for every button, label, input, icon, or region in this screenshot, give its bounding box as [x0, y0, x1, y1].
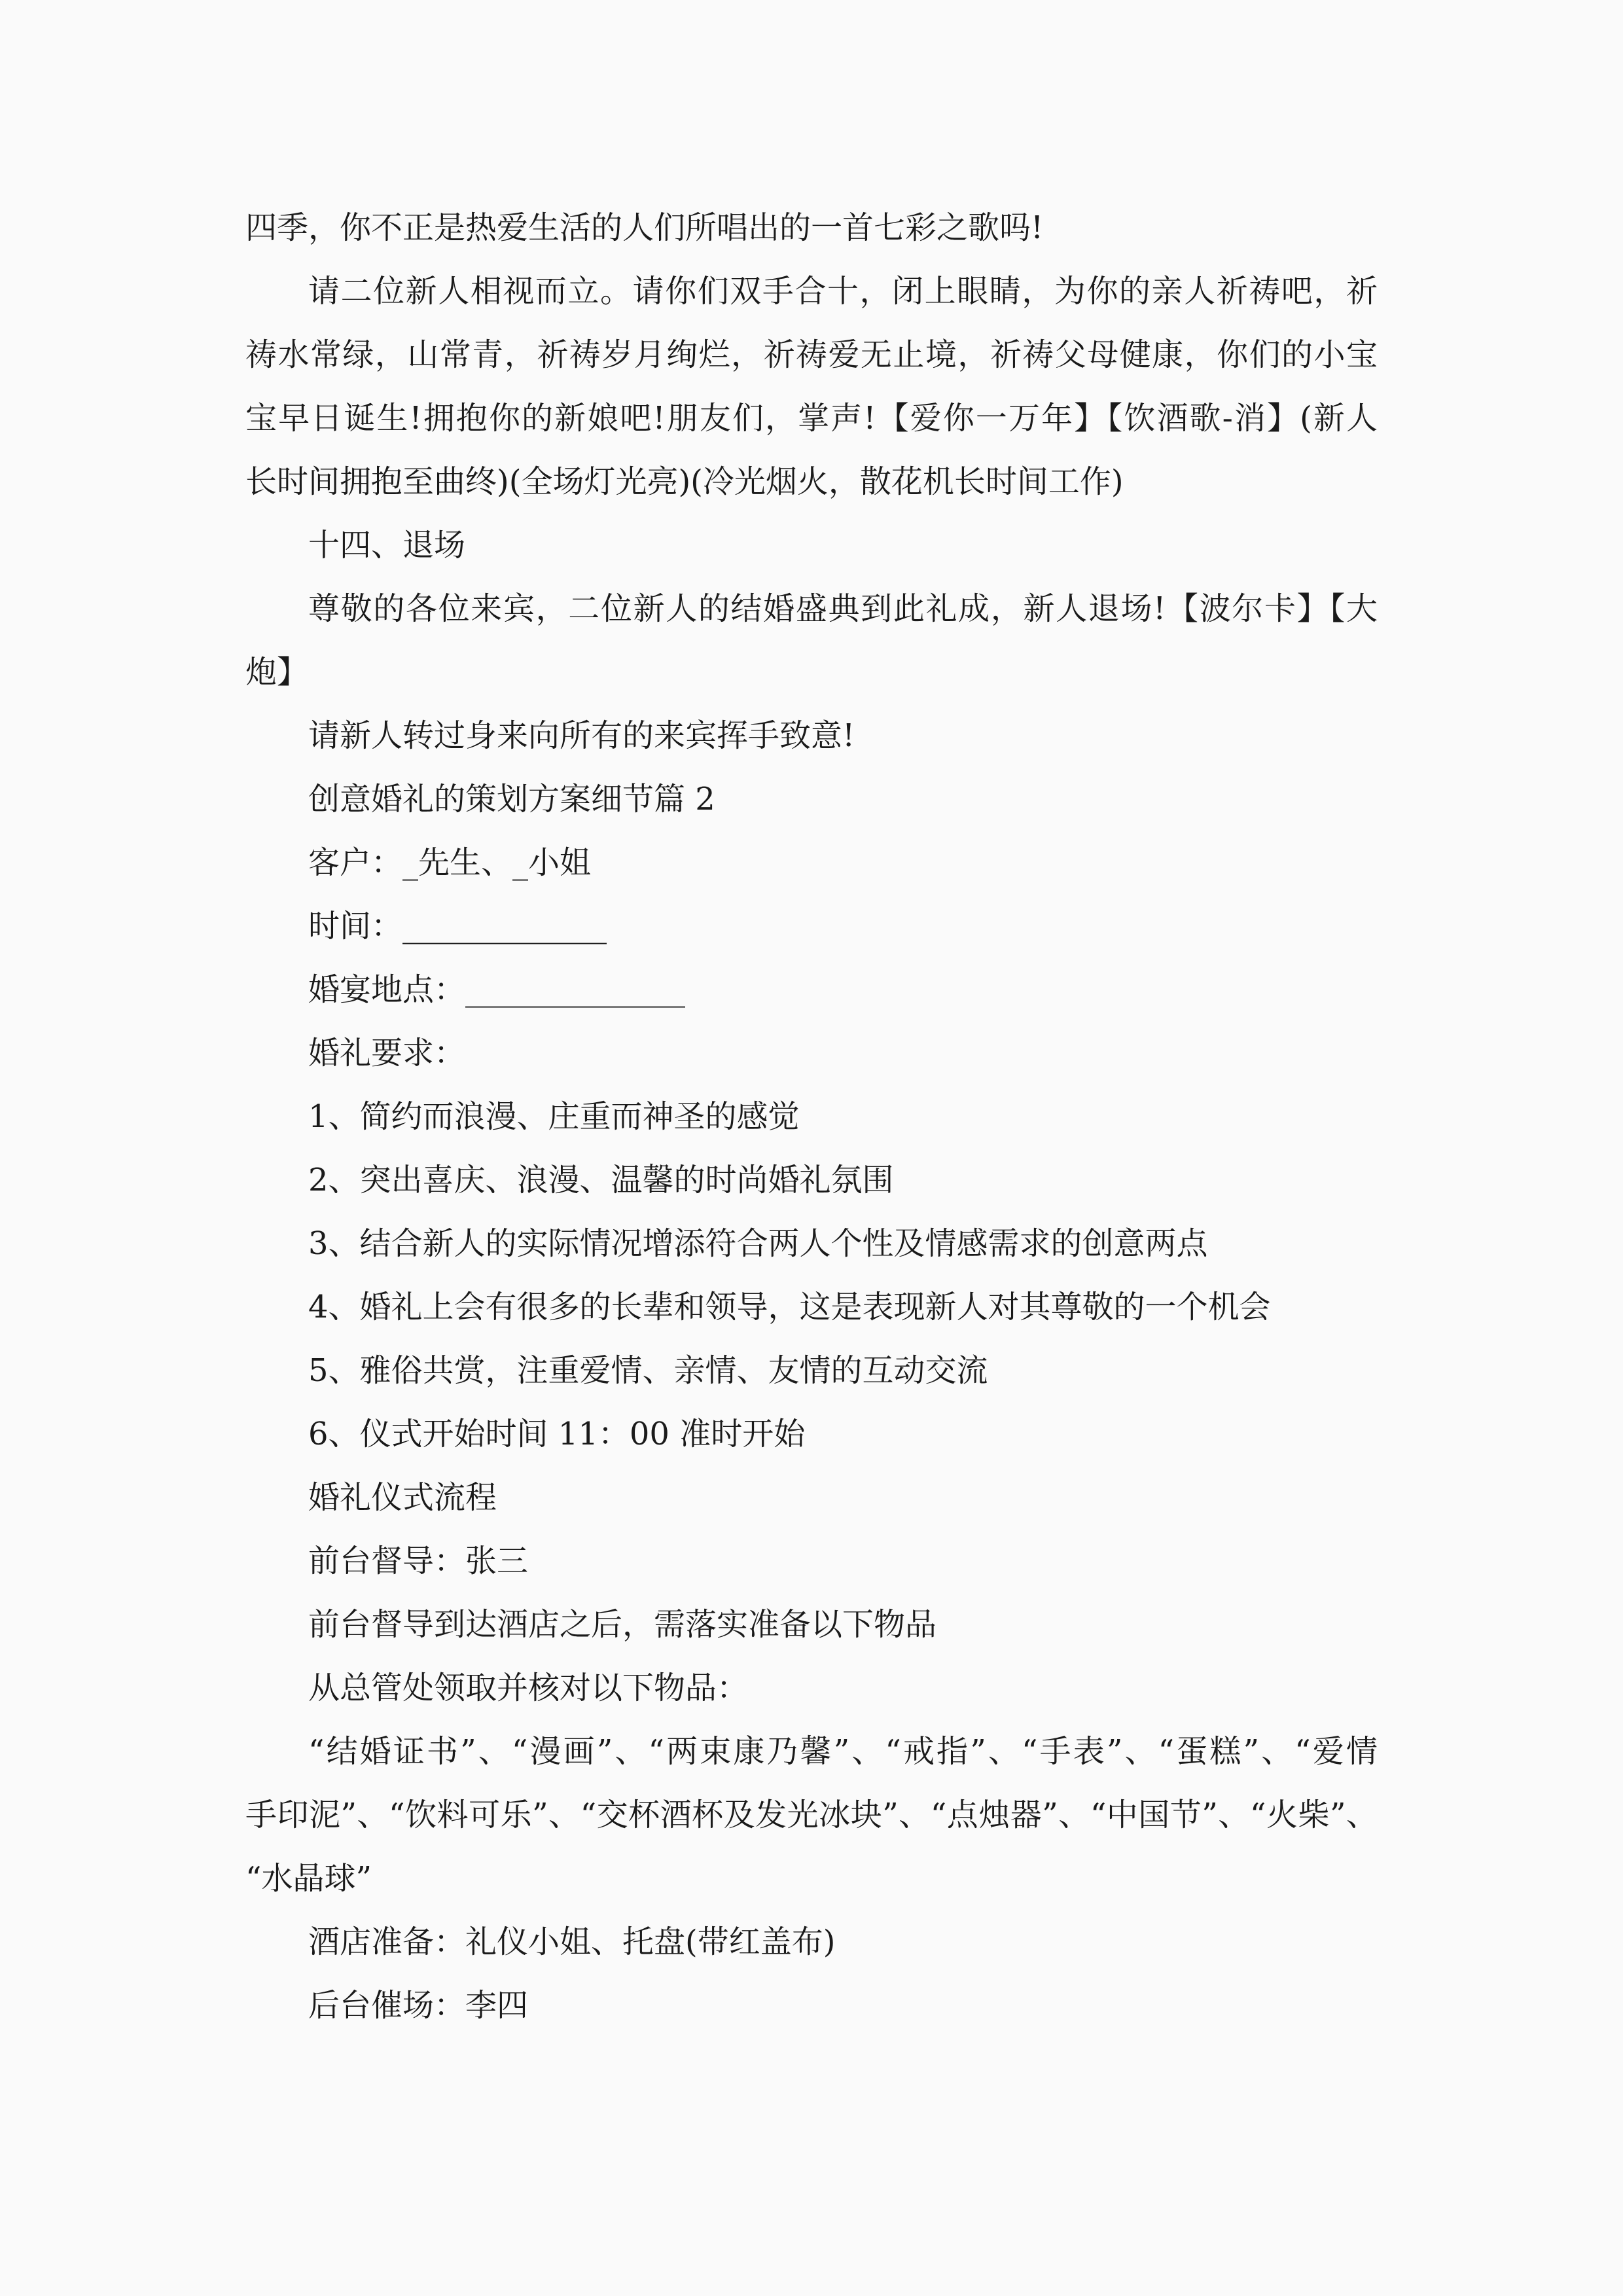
text-line: 宝早日诞生!拥抱你的新娘吧!朋友们，掌声!【爱你一万年】【饮酒歌-消】(新人 — [245, 400, 1378, 437]
text-line: 婚礼要求： — [308, 1035, 466, 1071]
text-line: 5、雅俗共赏，注重爱情、亲情、友情的互动交流 — [308, 1352, 988, 1389]
text-line: 炮】 — [245, 654, 309, 691]
text-line: 6、仪式开始时间 11：00 准时开始 — [308, 1416, 806, 1452]
text-line: 4、婚礼上会有很多的长辈和领导，这是表现新人对其尊敬的一个机会 — [308, 1289, 1271, 1325]
text-line: 长时间拥抱至曲终)(全场灯光亮)(冷光烟火，散花机长时间工作) — [245, 463, 1124, 500]
text-line: 酒店准备：礼仪小姐、托盘(带红盖布) — [308, 1924, 836, 1960]
text-line: 时间：_____________ — [308, 908, 607, 944]
text-line: 请新人转过身来向所有的来宾挥手致意! — [308, 717, 855, 754]
text-line: “结婚证书”、“漫画”、“两束康乃馨”、“戒指”、“手表”、“蛋糕”、“爱情 — [308, 1733, 1378, 1770]
text-line: 3、结合新人的实际情况增添符合两人个性及情感需求的创意两点 — [308, 1225, 1208, 1262]
text-line: 手印泥”、“饮料可乐”、“交杯酒杯及发光冰块”、“点烛器”、“中国节”、“火柴”、 — [245, 1797, 1378, 1833]
text-line: 祷水常绿，山常青，祈祷岁月绚烂，祈祷爱无止境，祈祷父母健康，你们的小宝 — [245, 336, 1378, 373]
text-line: 从总管处领取并核对以下物品： — [308, 1670, 749, 1706]
document-body — [245, 196, 1378, 2037]
text-line: 后台催场：李四 — [308, 1987, 529, 2024]
text-line: 前台督导：张三 — [308, 1543, 529, 1579]
text-line: 请二位新人相视而立。请你们双手合十，闭上眼睛，为你的亲人祈祷吧，祈 — [308, 273, 1378, 310]
text-line: 2、突出喜庆、浪漫、温馨的时尚婚礼氛围 — [308, 1162, 894, 1198]
text-line: 婚礼仪式流程 — [308, 1479, 497, 1516]
text-line: “水晶球” — [245, 1860, 372, 1897]
text-line: 四季，你不正是热爱生活的人们所唱出的一首七彩之歌吗! — [245, 209, 1044, 246]
text-line: 前台督导到达酒店之后，需落实准备以下物品 — [308, 1606, 937, 1643]
text-line: 十四、退场 — [308, 527, 466, 564]
text-line: 尊敬的各位来宾，二位新人的结婚盛典到此礼成，新人退场!【波尔卡】【大 — [308, 590, 1378, 627]
text-line: 创意婚礼的策划方案细节篇 2 — [308, 781, 715, 817]
text-line: 1、简约而浪漫、庄重而神圣的感觉 — [308, 1098, 800, 1135]
text-line: 婚宴地点：______________ — [308, 971, 686, 1008]
text-line: 客户：_先生、_小姐 — [308, 844, 592, 881]
